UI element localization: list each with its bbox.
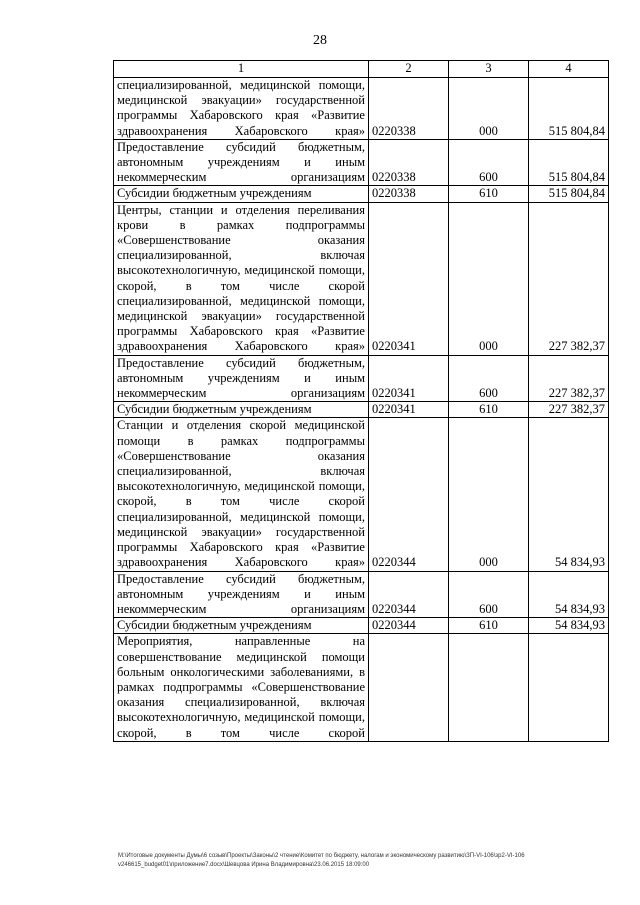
row-amount — [529, 634, 609, 741]
row-type: 600 — [449, 139, 529, 186]
table-row — [114, 202, 609, 355]
header-col-3: 3 — [449, 61, 529, 78]
row-type: 610 — [449, 402, 529, 418]
row-type: 000 — [449, 202, 529, 355]
table-row — [114, 402, 609, 418]
row-name: Мероприятия, направленные на совершенствование медицинской помощи больным онкологическими заболеваниями, в рамках подпрограммы «Совершенствование оказания специализированной, включая высокотехнологичную, медицинской помощи, скорой, в том числе скорой — [114, 634, 369, 741]
row-name: Центры, станции и отделения переливания крови в рамках подпрограммы «Совершенствование оказания специализированной, включая высокотехнологичную, медицинской помощи, скорой, в том числе скорой специализированной, медицинской помощи, медицинской эвакуации» государственной программы Хабаровского края «Развитие здравоохранения Хабаровского края» — [114, 202, 369, 355]
row-name: Субсидии бюджетным учреждениям — [114, 402, 369, 418]
row-amount: 515 804,84 — [529, 78, 609, 140]
row-amount: 54 834,93 — [529, 571, 609, 618]
row-name: Предоставление субсидий бюджетным, автономным учреждениям и иным некоммерческим организациям — [114, 571, 369, 618]
budget-table — [113, 60, 609, 742]
row-type: 000 — [449, 78, 529, 140]
row-code: 0220344 — [369, 418, 449, 571]
table-row — [114, 186, 609, 202]
row-name: специализированной, медицинской помощи, медицинской эвакуации» государственной программы Хабаровского края «Развитие здравоохранения Хабаровского края» — [114, 78, 369, 140]
row-amount: 227 382,37 — [529, 202, 609, 355]
row-name: Станции и отделения скорой медицинской помощи в рамках подпрограммы «Совершенствование оказания специализированной, включая высокотехнологичную, медицинской помощи, скорой, в том числе скорой специализированной, медицинской помощи, медицинской эвакуации» государственной программы Хабаровского края «Развитие здравоохранения Хабаровского края» — [114, 418, 369, 571]
table-row — [114, 139, 609, 186]
row-code: 0220344 — [369, 571, 449, 618]
row-amount: 515 804,84 — [529, 186, 609, 202]
document-path-footer: M:\Итоговые документы Думы\6 созыв\Проекты\Законы\2 чтение\Комитет по бюджету, налогам и экономическому развитию\ЗП-VI-106\зр2-VI-106 v246615_budget01\приложение7.docx\Шевцова Ирина Владимировна\23.06.2015 18:09:00 — [118, 853, 525, 868]
row-amount: 54 834,93 — [529, 418, 609, 571]
row-code: 0220338 — [369, 78, 449, 140]
row-type: 610 — [449, 618, 529, 634]
table-header-row — [114, 61, 609, 78]
row-code: 0220341 — [369, 202, 449, 355]
row-code: 0220338 — [369, 186, 449, 202]
header-col-4: 4 — [529, 61, 609, 78]
row-name: Субсидии бюджетным учреждениям — [114, 618, 369, 634]
table-row — [114, 571, 609, 618]
header-col-2: 2 — [369, 61, 449, 78]
row-name: Предоставление субсидий бюджетным, автономным учреждениям и иным некоммерческим организациям — [114, 355, 369, 402]
row-code: 0220341 — [369, 355, 449, 402]
row-type: 610 — [449, 186, 529, 202]
header-col-1: 1 — [114, 61, 369, 78]
table-row — [114, 634, 609, 741]
table-row — [114, 78, 609, 140]
row-amount: 227 382,37 — [529, 355, 609, 402]
row-code: 0220341 — [369, 402, 449, 418]
table-row — [114, 618, 609, 634]
row-amount: 54 834,93 — [529, 618, 609, 634]
row-type: 000 — [449, 418, 529, 571]
row-code — [369, 634, 449, 741]
row-code: 0220344 — [369, 618, 449, 634]
row-type: 600 — [449, 355, 529, 402]
table-row — [114, 418, 609, 571]
row-amount: 515 804,84 — [529, 139, 609, 186]
row-code: 0220338 — [369, 139, 449, 186]
table-row — [114, 355, 609, 402]
row-amount: 227 382,37 — [529, 402, 609, 418]
row-name: Субсидии бюджетным учреждениям — [114, 186, 369, 202]
row-type — [449, 634, 529, 741]
row-type: 600 — [449, 571, 529, 618]
row-name: Предоставление субсидий бюджетным, автономным учреждениям и иным некоммерческим организациям — [114, 139, 369, 186]
page-number: 28 — [313, 33, 327, 48]
